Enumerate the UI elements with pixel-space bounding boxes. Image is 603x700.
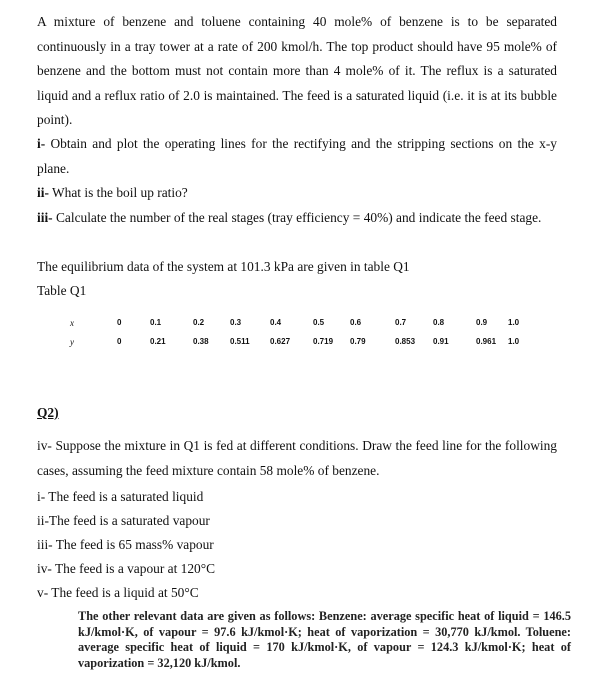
part-ii-text: What is the boil up ratio?	[48, 185, 188, 200]
table-cell-x: 0.7	[395, 318, 407, 327]
part-i-label: i-	[37, 136, 46, 151]
equilibrium-intro: The equilibrium data of the system at 101.3 kPa are given in table Q1	[37, 259, 410, 274]
table-cell-x: 0.6	[350, 318, 362, 327]
part-ii-label: ii-	[37, 185, 49, 200]
table-cell-x: 0.3	[230, 318, 242, 327]
q1-part-ii	[37, 185, 188, 201]
part-i-text: Obtain and plot the operating lines for the rectifying and the stripping sections on the x-y plane.	[37, 136, 557, 176]
table-cell-x: 0.9	[476, 318, 488, 327]
table-cell-y: 0.853	[395, 337, 416, 346]
table-cell-x: 0.4	[270, 318, 282, 327]
q1-part-i	[37, 132, 557, 181]
table-cell-y: 1.0	[508, 337, 520, 346]
y-label: y	[70, 337, 74, 347]
table-caption: Table Q1	[37, 283, 87, 298]
table-cell-y: 0.719	[313, 337, 334, 346]
x-label: x	[70, 318, 74, 328]
q1-intro-paragraph: A mixture of benzene and toluene containing 40 mole% of benzene is to be separated continuously in a tray tower at a rate of 200 kmol/h. The top product should have 95 mole% of benzene and the bottom must not contain more than 4 mole% of it. The reflux is a saturated liquid and a reflux ratio of 2.0 is maintained. The feed is a saturated liquid (i.e. it is at its bubble point).	[37, 14, 557, 127]
q2-case-1: i- The feed is a saturated liquid	[37, 489, 204, 504]
q2-case-2: ii-The feed is a saturated vapour	[37, 513, 210, 528]
q2-case-4: iv- The feed is a vapour at 120°C	[37, 561, 216, 576]
part-iii-text: Calculate the number of the real stages (tray efficiency = 40%) and indicate the feed stage.	[52, 210, 542, 225]
table-cell-x: 1.0	[508, 318, 520, 327]
table-cell-y: 0	[117, 337, 122, 346]
q2-intro-paragraph: iv- Suppose the mixture in Q1 is fed at different conditions. Draw the feed line for the following cases, assuming the feed mixture contain 58 mole% of benzene.	[37, 438, 557, 478]
q1-part-iii	[37, 206, 557, 231]
table-cell-y: 0.627	[270, 337, 291, 346]
q2-heading: Q2)	[37, 405, 59, 420]
table-cell-y: 0.961	[476, 337, 497, 346]
table-cell-y: 0.21	[150, 337, 166, 346]
table-cell-x: 0.2	[193, 318, 205, 327]
table-cell-x: 0.1	[150, 318, 162, 327]
table-cell-y: 0.511	[230, 337, 250, 346]
table-cell-y: 0.79	[350, 337, 366, 346]
q2-case-5: v- The feed is a liquid at 50°C	[37, 585, 199, 600]
table-cell-x: 0.8	[433, 318, 445, 327]
table-cell-y: 0.38	[193, 337, 209, 346]
part-iii-label: iii-	[37, 210, 53, 225]
table-cell-x: 0	[117, 318, 122, 327]
table-cell-x: 0.5	[313, 318, 325, 327]
other-data-paragraph: The other relevant data are given as follows: Benzene: average specific heat of liquid = 146.5 kJ/kmol·K, of vapour = 97.6 kJ/kmol·K; heat of vaporization = 30,770 kJ/kmol. Toluene: average specific heat of liquid = 170 kJ/kmol·K, of vapour = 124.3 kJ/kmol·K; heat of vaporization = 32,120 kJ/kmol.	[78, 609, 571, 670]
q2-case-3: iii- The feed is 65 mass% vapour	[37, 537, 214, 552]
table-cell-y: 0.91	[433, 337, 449, 346]
